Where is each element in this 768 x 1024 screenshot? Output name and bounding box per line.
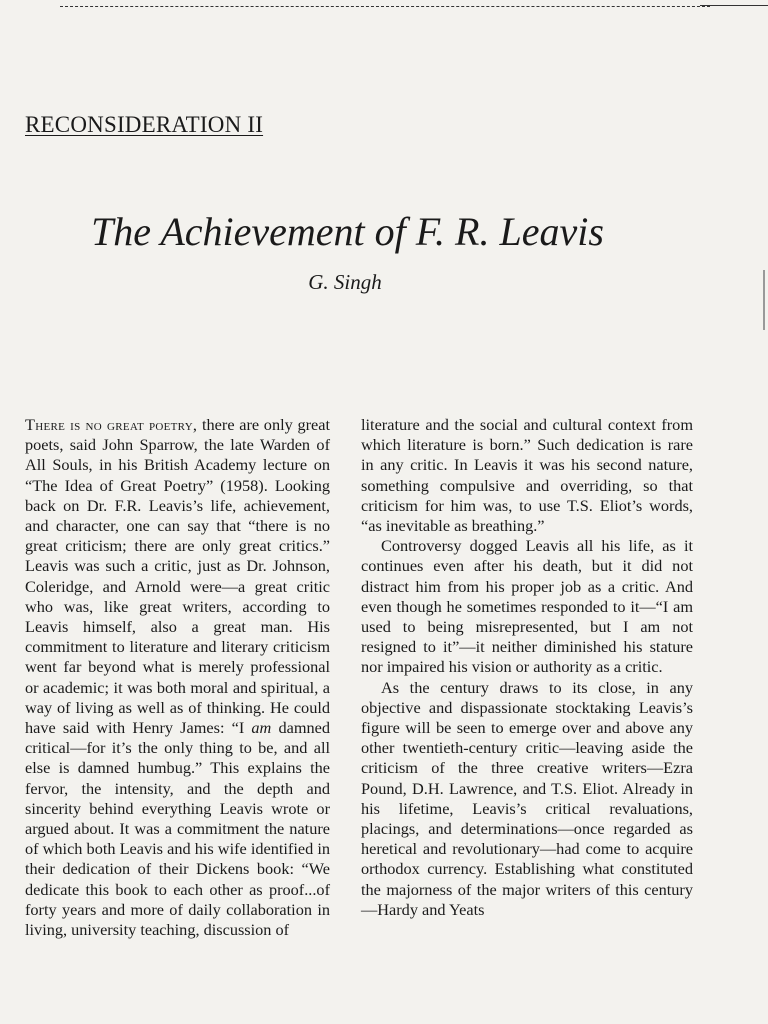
page-edge-mark	[763, 270, 765, 330]
paragraph: As the century draws to its close, in any objective and dispassionate stocktaking Leavis’s figure will be seen to emerge over and above any other twentieth-century critic—leaving aside the criticism of the three creative writers—Ezra Pound, D.H. Lawrence, and T.S. Eliot. Already in his lifetime, Leavis’s critical revaluations, placings, and determinations—once regarded as heretical and revolutionary—had come to acquire orthodox currency. Establishing what constituted the majorness of the major writers of this century—Hardy and Yeats	[361, 677, 693, 919]
paragraph-continuation: literature and the social and cultural context from which literature is born.” Such dedication is rare in any critic. In Leavis it was his second nature, something compulsive and overriding, so that criticism for him was, to use T.S. Eliot’s words, “as inevitable as breathing.”	[361, 415, 693, 536]
opening-words: There is no great poetry,	[25, 415, 198, 434]
right-column	[361, 415, 693, 920]
top-rule-right	[700, 5, 768, 6]
paragraph-text: damned critical—for it’s the only thing to be, and all else is damned humbug.” This explains the fervor, the intensity, and the depth and sincerity behind everything Leavis wrote or argued about. It was a commitment the nature of which both Leavis and his wife identified in their dedication of their Dickens book: “We dedicate this book to each other as proof...of forty years and more of daily collaboration in living, university teaching, discussion of	[25, 718, 330, 940]
top-rule	[60, 6, 710, 7]
section-label: RECONSIDERATION II	[25, 112, 264, 137]
article-title: The Achievement of F. R. Leavis	[91, 209, 604, 254]
left-column	[25, 415, 330, 940]
paragraph	[25, 415, 330, 940]
paragraph-text: there are only great poets, said John Sparrow, the late Warden of All Souls, in his British Academy lecture on “The Idea of Great Poetry” (1958). Looking back on Dr. F.R. Leavis’s life, achievement, and character, one can say that “there is no great criticism; there are only great critics.” Leavis was such a critic, just as Dr. Johnson, Coleridge, and Arnold were—a great critic who was, like great writers, according to Leavis himself, also a great man. His commitment to literature and literary criticism went far beyond what is merely professional or academic; it was both moral and spiritual, a way of living as well as of thinking. He could have said with Henry James: “I	[25, 415, 330, 738]
paragraph: Controversy dogged Leavis all his life, as it continues even after his death, but it did not distract him from his proper job as a critic. And even though he sometimes responded to it—“I am used to being misrepresented, but I am not resigned to it”—it neither diminished his stature nor impaired his vision or authority as a critic.	[361, 536, 693, 677]
article-author: G. Singh	[308, 270, 382, 294]
italic-word: am	[251, 718, 272, 738]
